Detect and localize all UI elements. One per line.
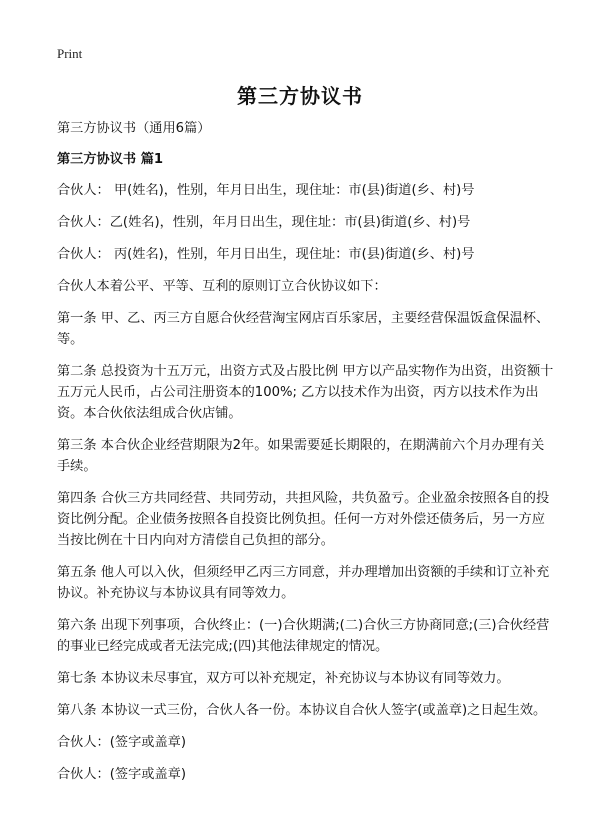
paragraph-article-5: 第五条 他人可以入伙，但须经甲乙丙三方同意，并办理增加出资额的手续和订立补充协议。补充协议与本协议具有同等效力。	[57, 565, 550, 601]
paragraph-article-2: 第二条 总投资为十五万元，出资方式及占股比例 甲方以产品实物作为出资，出资额十五万元人民币，占公司注册资本的100%; 乙方以技术作为出资，丙方以技术作为出资。本合伙依法组成合伙店铺。	[57, 364, 554, 421]
paragraph-partner-c: 合伙人： 丙(姓名)，性别，年月日出生，现住址：市(县)街道(乡、村)号	[57, 247, 475, 262]
paragraph-article-6: 第六条 出现下列事项，合伙终止：(一)合伙期满;(二)合伙三方协商同意;(三)合伙经营的事业已经完成或者无法完成;(四)其他法律规定的情况。	[57, 618, 550, 654]
paragraph-article-4: 第四条 合伙三方共同经营、共同劳动，共担风险，共负盈亏。企业盈余按照各自的投资比例分配。企业债务按照各自投资比例负担。任何一方对外偿还债务后，另一方应当按比例在十日内向对方清偿自己负担的部分。	[57, 491, 550, 548]
paragraph-article-1: 第一条 甲、乙、丙三方自愿合伙经营淘宝网店百乐家居，主要经营保温饭盒保温杯、等。	[57, 311, 550, 347]
paragraph-article-7: 第七条 本协议未尽事宜，双方可以补充规定，补充协议与本协议有同等效力。	[57, 671, 510, 686]
signature-line: 合伙人：(签字或盖章)	[57, 735, 186, 750]
paragraph-preamble: 合伙人本着公平、平等、互利的原则订立合伙协议如下：	[57, 279, 387, 294]
paragraph-partner-a: 合伙人： 甲(姓名)，性别，年月日出生，现住址：市(县)街道(乡、村)号	[57, 183, 475, 198]
signature-line: 合伙人：(签字或盖章)	[57, 767, 186, 782]
document-subtitle: 第三方协议书（通用6篇）	[57, 121, 211, 136]
section-heading: 第三方协议书 篇1	[57, 152, 164, 167]
paragraph-article-8: 第八条 本协议一式三份，合伙人各一份。本协议自合伙人签字(或盖章)之日起生效。	[57, 703, 547, 718]
paragraph-article-3: 第三条 本合伙企业经营期限为2年。如果需要延长期限的，在期满前六个月办理有关手续。	[57, 438, 545, 474]
paragraph-partner-b: 合伙人：乙(姓名)，性别，年月日出生，现住址：市(县)街道(乡、村)号	[57, 215, 471, 230]
document-title: 第三方协议书	[237, 84, 363, 108]
print-link[interactable]: Print	[57, 46, 83, 61]
document-body	[57, 118, 557, 796]
